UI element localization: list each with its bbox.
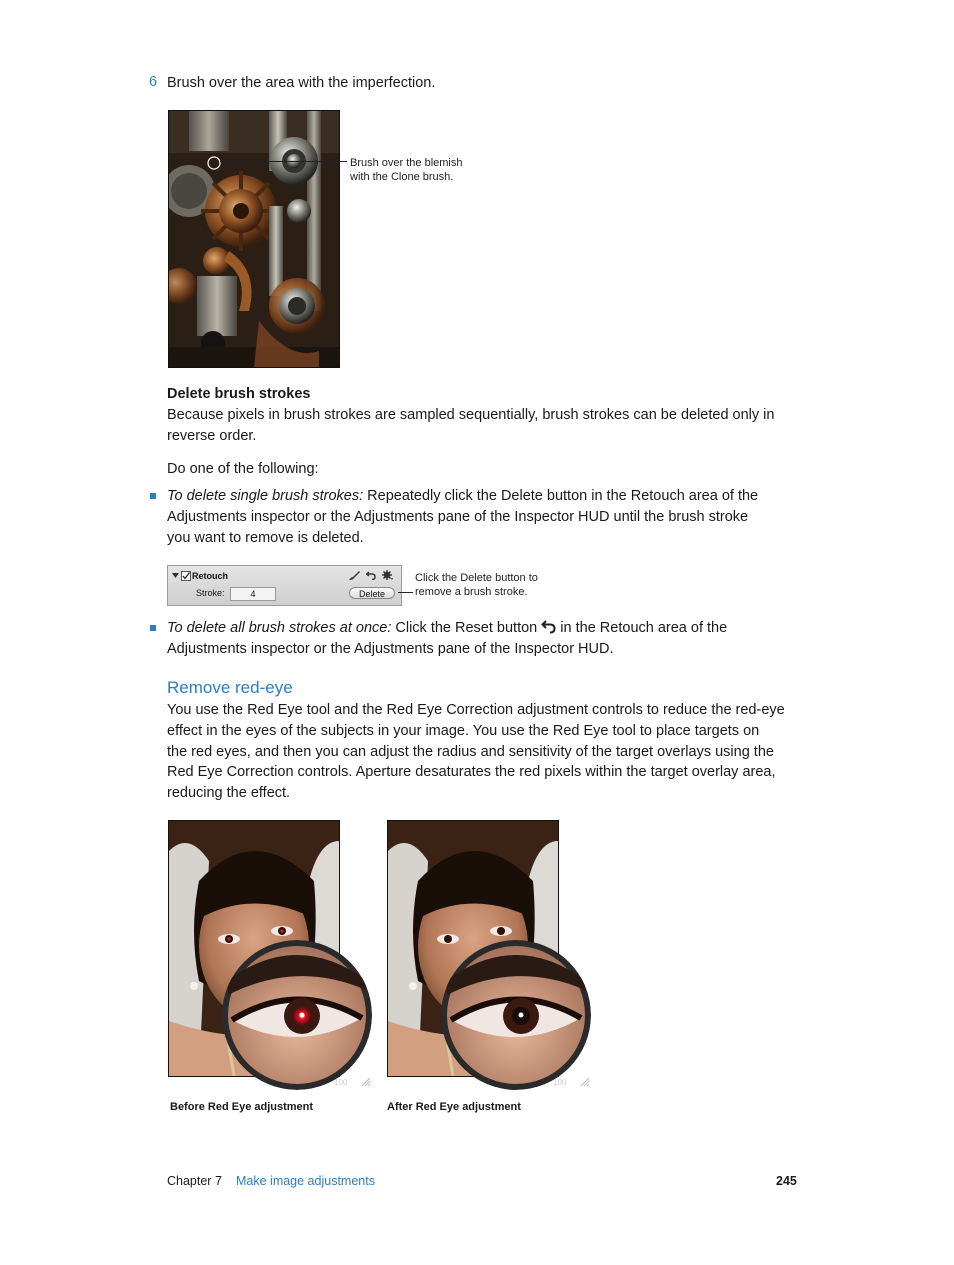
red-eye-line-2: effect in the eyes of the subjects in your image. You use the Red Eye tool to place targets on: [167, 722, 760, 739]
red-eye-paragraph: [167, 700, 807, 804]
zoom-label: 100: [553, 1078, 567, 1087]
bullet-marker: [150, 625, 156, 631]
caption-before: Before Red Eye adjustment: [170, 1101, 314, 1113]
reset-arrow-icon: [541, 619, 556, 634]
delete-callout-line-2: remove a brush stroke.: [415, 586, 528, 598]
before-loupe: [222, 940, 372, 1090]
gear-callout-line-1: Brush over the blemish: [350, 157, 463, 169]
bullet-2-end: in the Retouch area of the: [556, 620, 728, 636]
bullet-1-line-2: Adjustments inspector or the Adjustments pane of the Inspector HUD until the brush stroke: [167, 508, 749, 525]
resize-grip-icon[interactable]: [361, 1077, 371, 1087]
bullet-2-italic: To delete all brush strokes at once:: [167, 620, 392, 636]
checkbox-icon[interactable]: [181, 571, 191, 581]
delete-paragraph-line-1: Because pixels in brush strokes are sampled sequentially, brush strokes can be deleted only in: [167, 407, 775, 423]
after-loupe: [441, 940, 591, 1090]
bullet-1-line-1: Repeatedly click the Delete button in the Retouch area of the: [363, 488, 759, 504]
before-loupe-eye: [222, 940, 372, 1090]
disclosure-triangle-icon[interactable]: [172, 572, 179, 579]
delete-paragraph: [167, 405, 807, 447]
gear-icon[interactable]: [382, 570, 393, 580]
delete-heading: Delete brush strokes: [167, 386, 311, 402]
stroke-value-field[interactable]: 4: [230, 587, 276, 601]
zoom-label: 100: [334, 1078, 348, 1087]
brush-icon[interactable]: [348, 570, 360, 581]
red-eye-heading: Remove red-eye: [167, 678, 293, 697]
gear-photo: [168, 110, 340, 368]
red-eye-line-1: You use the Red Eye tool and the Red Eye Correction adjustment controls to reduce the red-eye: [167, 702, 785, 718]
bullet-marker: [150, 493, 156, 499]
callout-line: [220, 161, 347, 162]
page-number: 245: [776, 1174, 797, 1188]
caption-after: After Red Eye adjustment: [387, 1101, 521, 1113]
bullet-2-line-2: Adjustments inspector or the Adjustments pane of the Inspector HUD.: [167, 640, 614, 657]
bullet-single-strokes: [167, 486, 807, 548]
callout-line: [398, 592, 413, 593]
retouch-title: Retouch: [192, 571, 228, 581]
footer-chapter-link[interactable]: Make image adjustments: [236, 1174, 375, 1188]
retouch-panel: [167, 565, 402, 606]
bullet-1-line-3: you want to remove is deleted.: [167, 529, 364, 546]
delete-callout-line-1: Click the Delete button to: [415, 572, 538, 584]
checkmark-icon: [182, 572, 190, 580]
red-eye-line-3: the red eyes, and then you can adjust the radius and sensitivity of the target overlays using the: [167, 743, 774, 760]
bullet-1-italic: To delete single brush strokes:: [167, 488, 364, 504]
gear-illustration: [169, 111, 339, 367]
red-eye-line-4: Red Eye Correction controls. Aperture desaturates the red pixels within the target overlay area,: [167, 764, 776, 781]
stroke-label: Stroke:: [196, 588, 225, 598]
step-number: 6: [149, 74, 158, 90]
gear-callout-line-2: with the Clone brush.: [350, 171, 454, 183]
delete-callout: [415, 571, 538, 599]
delete-intro: Do one of the following:: [167, 461, 319, 477]
resize-grip-icon[interactable]: [580, 1077, 590, 1087]
red-eye-line-5: reducing the effect.: [167, 785, 291, 802]
gear-callout: [350, 156, 463, 184]
after-loupe-eye: [441, 940, 591, 1090]
bullet-all-strokes: [167, 618, 807, 660]
reset-arrow-icon[interactable]: [366, 570, 376, 580]
delete-button[interactable]: Delete: [349, 587, 395, 599]
footer-chapter: Chapter 7: [167, 1174, 222, 1188]
delete-paragraph-line-2: reverse order.: [167, 427, 257, 444]
bullet-2-mid: Click the Reset button: [391, 620, 542, 636]
step-text: Brush over the area with the imperfection.: [167, 75, 436, 91]
